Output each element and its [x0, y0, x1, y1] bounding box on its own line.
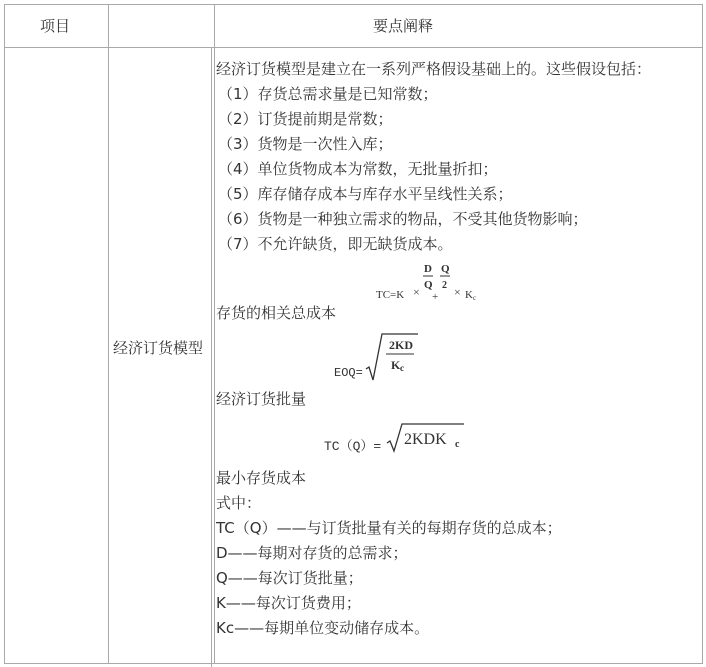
assumption-3: （3）货物是一次性入库； — [218, 135, 393, 153]
tc-times-1: × — [413, 285, 420, 299]
assumption-5: （5）库存储存成本与库存水平呈线性关系； — [218, 185, 513, 203]
table-header-row — [5, 5, 702, 48]
eoq-lhs: EOQ= — [334, 366, 363, 380]
header-explanation: 要点阐释 — [373, 17, 434, 35]
column-divider-outer — [214, 5, 215, 663]
definition-q: Q——每次订货批量； — [216, 569, 363, 587]
tc-frac2-den: 2 — [442, 280, 447, 291]
definition-k: K——每次订货费用； — [216, 594, 361, 612]
eoq-formula — [334, 331, 424, 385]
definition-d: D——每期对存货的总需求； — [216, 544, 408, 562]
tc-kc: K — [465, 289, 473, 301]
min-lhs: TC（Q）= — [324, 439, 382, 454]
eoq-denominator: K — [391, 358, 401, 372]
definition-kc: Kc——每期单位变动储存成本。 — [216, 619, 430, 637]
tc-label: 存货的相关总成本 — [216, 304, 337, 322]
tc-formula-lhs: TC=K — [376, 289, 405, 301]
assumption-1: （1）存货总需求量是已知常数； — [218, 85, 438, 103]
column-divider — [108, 5, 109, 663]
tc-frac2-num: Q — [441, 263, 450, 275]
row-item-label: 经济订货模型 — [113, 339, 204, 357]
min-cost-formula — [324, 420, 474, 460]
tc-formula — [374, 258, 494, 304]
assumption-4: （4）单位货物成本为常数，无批量折扣； — [218, 160, 498, 178]
tc-times-2: × — [454, 285, 461, 299]
eoq-den-sub: c — [400, 363, 404, 373]
min-radicand-sub: c — [455, 439, 460, 450]
column-divider-inner — [211, 47, 212, 667]
assumption-7: （7）不允许缺货，即无缺货成本。 — [218, 235, 453, 253]
min-radicand: 2KDK — [404, 431, 447, 448]
eoq-label: 经济订货批量 — [216, 390, 307, 408]
tc-frac1-num: D — [424, 263, 432, 275]
eoq-numerator: 2KD — [389, 338, 413, 352]
where-label: 式中： — [216, 494, 262, 512]
header-item: 项目 — [40, 17, 71, 35]
assumption-6: （6）货物是一种独立需求的物品，不受其他货物影响； — [218, 210, 588, 228]
tc-frac1-den: Q — [424, 279, 433, 291]
tc-kc-sub: c — [473, 294, 477, 302]
assumption-2: （2）订货提前期是常数； — [218, 110, 393, 128]
tc-plus: + — [432, 291, 439, 303]
min-label: 最小存货成本 — [216, 469, 307, 487]
definition-tc: TC（Q）——与订货批量有关的每期存货的总成本； — [216, 519, 562, 537]
intro-text: 经济订货模型是建立在一系列严格假设基础上的。这些假设包括： — [216, 60, 652, 78]
